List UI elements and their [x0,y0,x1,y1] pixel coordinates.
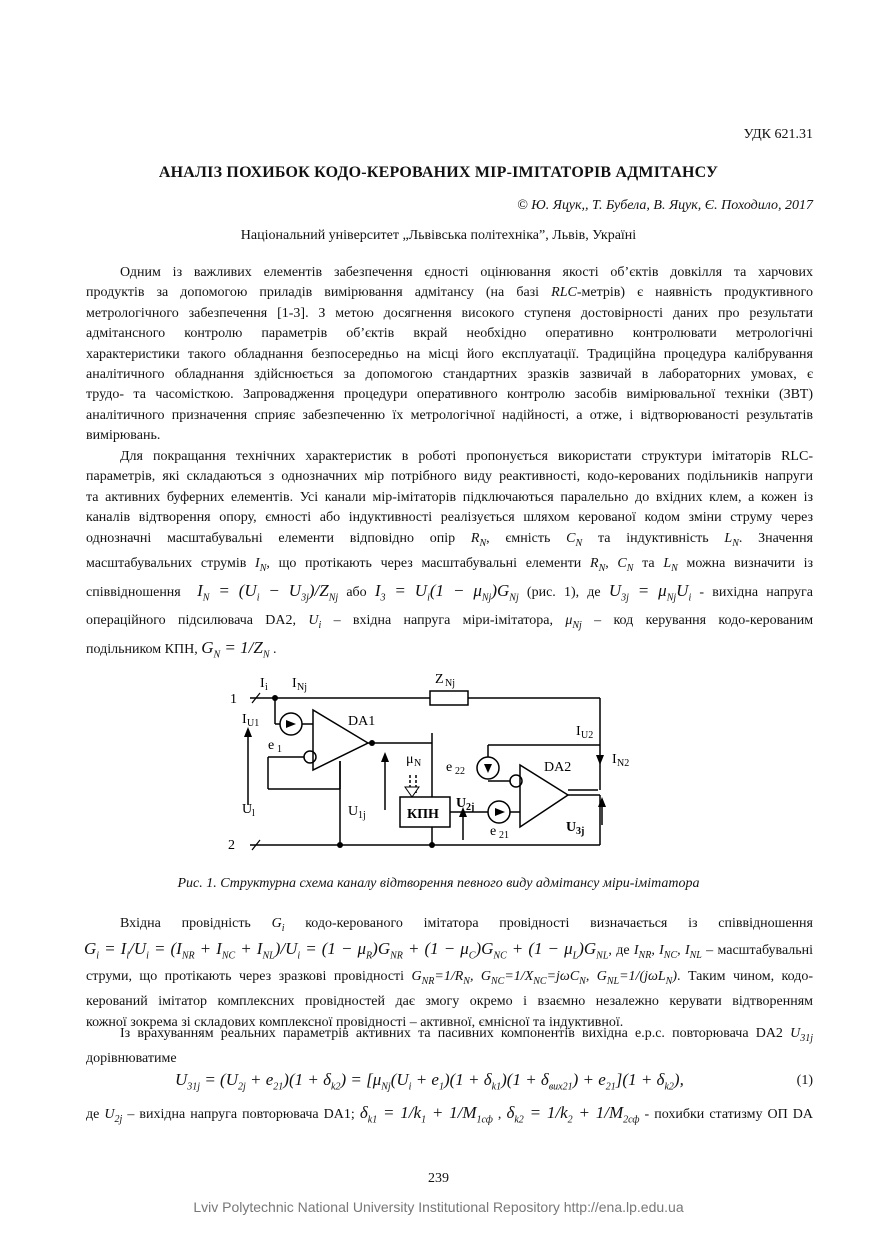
svg-text:U2: U2 [581,730,594,741]
equation-number: (1) [796,1073,813,1088]
paragraph-2: Для покращання технічних характеристик в роботі пропонується використати структури імітаторів RLC- параметрів, які складаються з однозначних мір потрібного виду реактивності, кодо-керованих подільників напруги та активних буферних елементів. Усі канали мір-імітаторів підключаються паралельно до вхідних клем, а кожен із каналів відтворення опору, ємності або індуктивності реалізується шляхом керованої кодом зміни струму через однозначні масштабувальні елементи відповідно опір $R_N$, ємність $C_N$ та індуктивність $L_N$. Значення масштабувальних струмів $I_N$, що протікають через масштабувальні елементи $R_N$, $C_N$ та $L_N$ можна визначити із співвідношення $I_N = (U_i - U_{3j})/Z_{Nj}$ або $I_3 = U_i(1 - \mu_{Nj})G_{Nj}$ (рис. 1), де $U_{3j} = \mu_{Nj}U_i$ - вихідна напруга операційного підсилювача DA2, $U_i$ – вхідна напруга міри-імітатора, $\mu_{Nj}$ – код керування кодо-керованим подільником КПН, $G_N = 1/Z_N$ . [86,449,814,661]
circuit-diagram [220,665,640,860]
equation-1: $U_{31j} = (U_{2j} + e_{21})(1 + \delta_{k2}) = [\mu_{Nj}(U_i + e_1)(1 + \delta_{k1})(1 + \delta_{вих21}) + e_{21}](1 + \delta_{k2})$, [175,1070,684,1093]
svg-text:Nj: Nj [297,682,307,693]
svg-text:22: 22 [455,766,465,777]
svg-text:N2: N2 [617,758,630,769]
svg-text:N: N [414,758,422,769]
svg-text:1: 1 [277,744,282,755]
svg-text:U: U [456,796,467,811]
page-number: 239 [428,1171,449,1186]
paragraph-4: Із врахуванням реальних параметрів активних та пасивних компонентів вихідна е.р.с. повторювача DA2 $U_{31j}$ дорівнюватиме [86,1026,813,1067]
paragraph-5: де $U_{2j}$ – вихідна напруга повторювача DA1; $\delta_{k1} = 1/k_1 + 1/M_{1сф}$ , $\delta_{k2} = 1/k_2 + 1/M_{2сф}$ - похибки статизму ОП DA [86,1103,814,1126]
terminal-2-label: 2 [228,838,235,853]
svg-text:l: l [252,808,255,819]
svg-text:I: I [612,752,617,767]
terminal-1-label: 1 [230,692,237,707]
paragraph-1: Одним із важливих елементів забезпечення єдності оцінювання якості об’єктів довкілля та харчових продуктів за допомогою приладів вимірювання адмітансу (на базі RLC-метрів) є наявність продуктивного метрологічного забезпечення [1-3]. З метою досягнення високого ступеня достовірності даних про результати адмітансного контролю параметрів об’єктів вкрай необхідно оперативно контролювати метрологічні характеристики такого обладнання безпосередньо на місці його експлуатації. Традиційна процедура калібрування аналітичного обладнання здійснюється за допомогою стандартних зразків зазвичай в лабораторних умовах, є трудо- та часомісткою. Запровадження процедури оперативного контролю засобів вимірювальної техніки (ЗВТ) аналітичного призначення сприяє забезпеченню їх метрологічної надійності, а отже, і відтворюваності результатів вимірювань. [86,265,813,444]
svg-text:2j: 2j [466,802,475,813]
repository-footer: Lviv Polytechnic National University Institutional Repository http://ena.lp.edu.ua [193,1199,684,1215]
affiliation: Національний університет „Львівська політехніка”, Львів, Україні [240,228,637,243]
svg-text:3j: 3j [576,826,585,837]
da1-label: DA1 [348,714,376,729]
svg-text:e: e [446,760,453,775]
svg-text:e: e [268,738,275,753]
udc-code: УДК 621.31 [743,127,813,142]
svg-text:i: i [265,682,268,693]
svg-text:μ: μ [406,752,414,767]
svg-text:U: U [566,820,577,835]
svg-text:U: U [348,804,359,819]
svg-text:I: I [292,676,297,691]
da2-label: DA2 [544,760,572,775]
paper-title: АНАЛІЗ ПОХИБОК КОДО-КЕРОВАНИХ МІР-ІМІТАТОРІВ АДМІТАНСУ [158,164,719,181]
authors: © Ю. Яцук,, Т. Бубела, В. Яцук, Є. Походило, 2017 [517,198,813,213]
svg-text:U: U [242,802,253,817]
svg-text:I: I [242,712,247,727]
svg-text:I: I [260,676,265,691]
svg-text:Nj: Nj [445,678,455,689]
svg-text:I: I [576,724,581,739]
figure-caption: Рис. 1. Структурна схема каналу відтворення певного виду адмітансу міри-імітатора [177,876,700,891]
svg-text:Z: Z [435,672,444,687]
svg-text:21: 21 [499,830,509,841]
svg-text:U1: U1 [247,718,260,729]
paragraph-3: Вхідна провідність $G_i$ кодо-керованого імітатора провідності визначається із співвідношення $G_i = I_i/U_i = (I_{NR} + I_{NC} + I_{NL})/U_i = (1 - \mu_R)G_{NR} + (1 - \mu_C)G_{NC} + (1 - \mu_L)G_{NL}$, де $I_{NR}$, $I_{NC}$, $I_{NL}$ – масштабувальні струми, що протікають через зразкові провідності $G_{NR}=1/R_N$, $G_{NC}=1/X_{NC}=j\omega C_N$, $G_{NL}=1/(j\omega L_N)$. Таким чином, кодо- керований імітатор комплексних провідностей дає змогу окремо і взаємно незалежно керувати відтворенням кожної зокрема зі складових комплексної провідності – активної, ємнісної та індуктивної. [84,916,814,1030]
svg-text:1j: 1j [358,810,366,821]
kpn-label: КПН [407,807,439,822]
svg-text:e: e [490,824,497,839]
